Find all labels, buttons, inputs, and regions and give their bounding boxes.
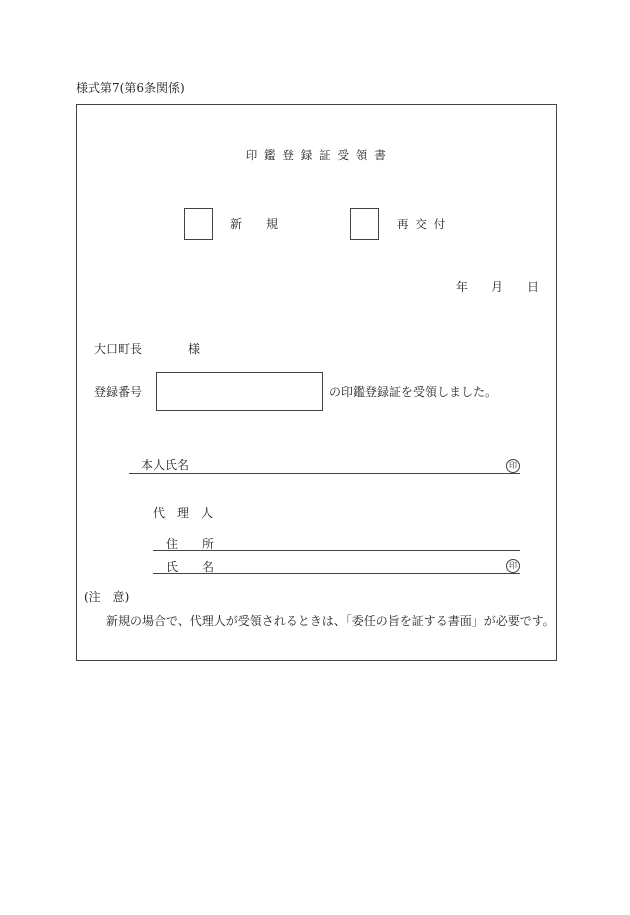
agent-address-label: 住 所: [166, 537, 215, 551]
note-heading: (注 意): [84, 590, 130, 604]
date-year-label: 年: [456, 280, 469, 294]
principal-seal-icon: 印: [506, 459, 520, 473]
agent-address-line[interactable]: [153, 550, 520, 551]
agent-name-line[interactable]: [153, 573, 520, 574]
agent-seal-icon: 印: [506, 559, 520, 573]
agent-name-label: 氏 名: [166, 560, 215, 574]
date-month-label: 月: [491, 280, 504, 294]
registration-number-label: 登録番号: [94, 385, 143, 399]
agent-heading: 代 理 人: [153, 506, 214, 520]
principal-name-label: 本人氏名: [141, 458, 190, 472]
note-text: 新規の場合で、代理人が受領されるときは、「委任の旨を証する書面」が必要です。: [106, 614, 555, 628]
reissue-checkbox-label: 再 交 付: [397, 217, 447, 231]
principal-name-line[interactable]: [129, 473, 520, 474]
new-checkbox-label: 新 規: [230, 217, 279, 231]
registration-number-field[interactable]: [156, 372, 323, 411]
reissue-checkbox[interactable]: [350, 208, 379, 240]
addressee-honorific: 様: [188, 342, 201, 356]
receipt-statement: の印鑑登録証を受領しました。: [329, 385, 498, 399]
addressee-name: 大口町長: [94, 342, 143, 356]
date-day-label: 日: [527, 280, 540, 294]
form-number-label: 様式第7(第6条関係): [76, 81, 185, 95]
new-checkbox[interactable]: [184, 208, 213, 240]
form-title: 印 鑑 登 録 証 受 領 書: [245, 148, 388, 162]
